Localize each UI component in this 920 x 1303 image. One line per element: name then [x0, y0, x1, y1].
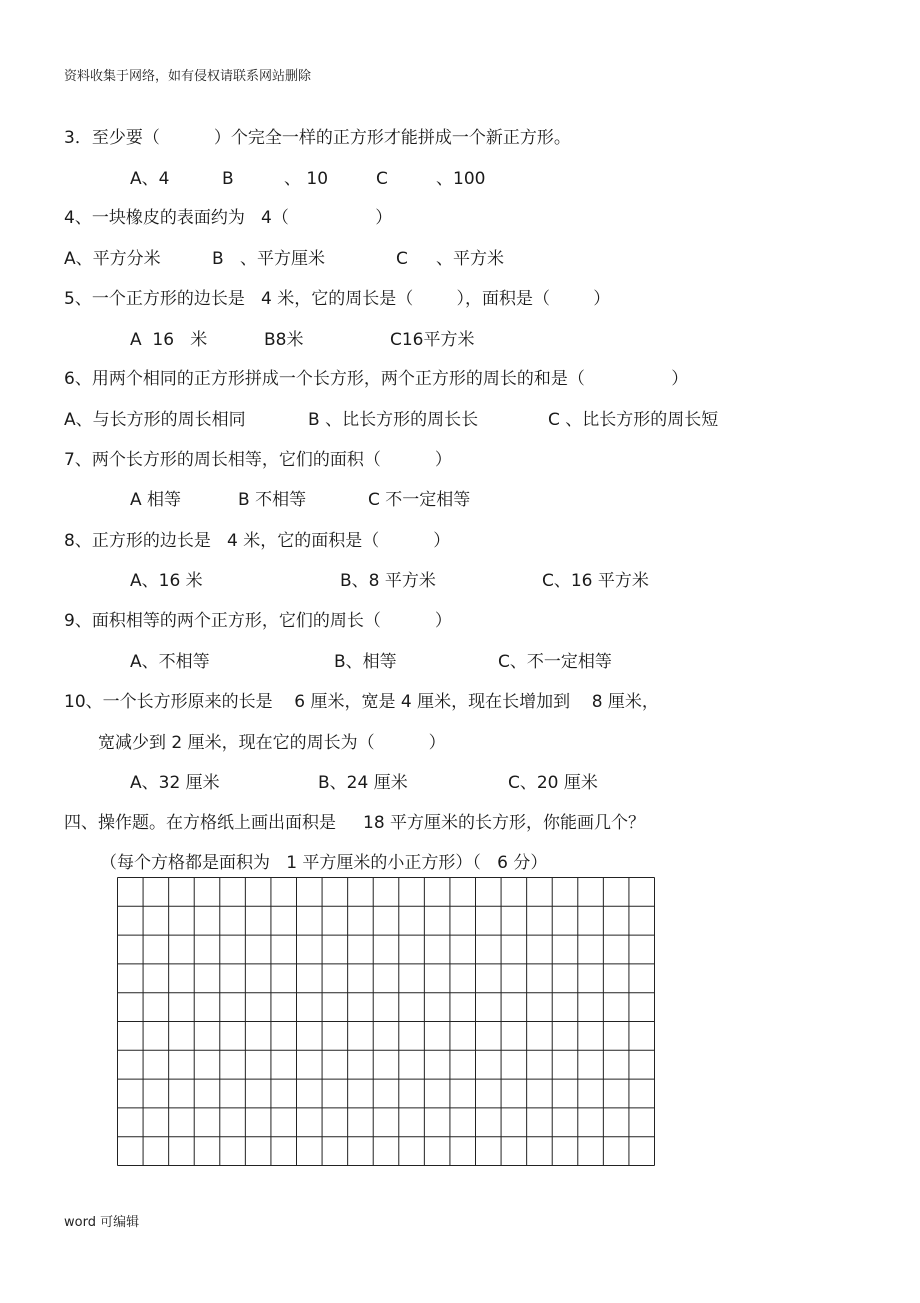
section-4-title: 四、操作题。在方格纸上画出面积是 18 平方厘米的长方形，你能画几个？ [64, 813, 646, 833]
q5-option-c: C16平方米 [390, 330, 475, 350]
q3-option-c-value: 、100 [436, 169, 486, 189]
q10-option-c: C、20 厘米 [508, 773, 598, 793]
q8-option-b: B、8 平方米 [340, 571, 436, 591]
q7-option-c: C 不一定相等 [368, 490, 471, 510]
question-4: 4、一块橡皮的表面约为 4（ ） [64, 208, 393, 228]
q3-option-a: A、4 [130, 169, 170, 189]
square-grid-paper [117, 877, 655, 1166]
q4-option-a: A、平方分米 [64, 249, 161, 269]
q9-option-c: C、不一定相等 [498, 652, 612, 672]
q9-option-b: B、相等 [334, 652, 397, 672]
q9-option-a: A、不相等 [130, 652, 210, 672]
q3-option-b-value: 、 10 [284, 169, 329, 189]
question-8: 8、正方形的边长是 4 米，它的面积是（ ） [64, 531, 451, 551]
q8-option-a: A、16 米 [130, 571, 203, 591]
question-5: 5、一个正方形的边长是 4 米，它的周长是（ ），面积是（ ） [64, 289, 611, 309]
q10-option-a: A、32 厘米 [130, 773, 220, 793]
q4-option-b-value: 、平方厘米 [240, 249, 325, 269]
q6-option-a: A、与长方形的周长相同 [64, 410, 246, 430]
q5-option-b: B8米 [264, 330, 304, 350]
q5-option-a: A 16 米 [130, 330, 208, 350]
q7-option-b: B 不相等 [238, 490, 307, 510]
q3-option-c: C [376, 169, 388, 189]
question-7: 7、两个长方形的周长相等，它们的面积（ ） [64, 450, 452, 470]
q10-option-b: B、24 厘米 [318, 773, 408, 793]
q8-option-c: C、16 平方米 [542, 571, 649, 591]
q3-option-b: B [222, 169, 234, 189]
question-3: 3．至少要（ ）个完全一样的正方形才能拼成一个新正方形。 [64, 128, 571, 148]
q4-option-b: B [212, 249, 224, 269]
q4-option-c: C [396, 249, 408, 269]
page-footer: word 可编辑 [64, 1215, 140, 1230]
q6-option-b: B 、比长方形的周长长 [308, 410, 479, 430]
question-6: 6、用两个相同的正方形拼成一个长方形，两个正方形的周长的和是（ ） [64, 369, 689, 389]
q4-option-c-value: 、平方米 [436, 249, 504, 269]
q7-option-a: A 相等 [130, 490, 182, 510]
question-10: 10、一个长方形原来的长是 6 厘米，宽是 4 厘米，现在长增加到 8 厘米， [64, 692, 659, 712]
page-header: 资料收集于网络，如有侵权请联系网站删除 [64, 69, 312, 84]
question-10-continued: 宽减少到 2 厘米，现在它的周长为（ ） [98, 733, 446, 753]
q6-option-c: C 、比长方形的周长短 [548, 410, 719, 430]
section-4-note: （每个方格都是面积为 1 平方厘米的小正方形）（ 6 分） [100, 853, 548, 873]
question-9: 9、面积相等的两个正方形，它们的周长（ ） [64, 611, 452, 631]
grid-lines [117, 877, 655, 1166]
